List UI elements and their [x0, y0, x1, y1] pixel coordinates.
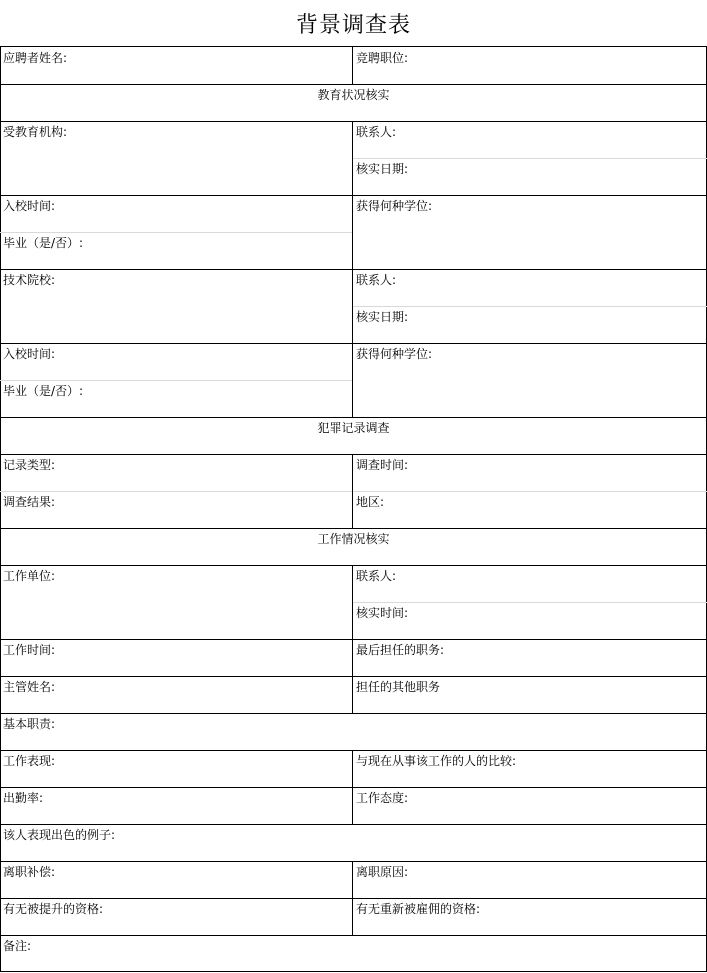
contact-label[interactable]: 联系人: — [356, 125, 397, 139]
record-type-label[interactable]: 记录类型: — [3, 458, 56, 472]
position-label[interactable]: 竞聘职位: — [356, 51, 409, 65]
row-line — [0, 46, 707, 47]
employer-label[interactable]: 工作单位: — [3, 569, 56, 583]
institution-label[interactable]: 受教育机构: — [3, 125, 68, 139]
basic-duties-label[interactable]: 基本职责: — [3, 717, 56, 731]
verify-time-label[interactable]: 核实时间: — [356, 606, 409, 620]
contact-label[interactable]: 联系人: — [356, 569, 397, 583]
graduated-label[interactable]: 毕业（是/否）: — [3, 384, 84, 398]
applicant-name-label[interactable]: 应聘者姓名: — [3, 51, 68, 65]
enroll-time-label[interactable]: 入校时间: — [3, 199, 56, 213]
supervisor-name-label[interactable]: 主管姓名: — [3, 680, 56, 694]
attitude-label[interactable]: 工作态度: — [356, 791, 409, 805]
work-time-label[interactable]: 工作时间: — [3, 643, 56, 657]
section-work: 工作情况核实 — [317, 532, 390, 546]
row-line — [0, 935, 707, 936]
region-label[interactable]: 地区: — [356, 495, 385, 509]
survey-result-label[interactable]: 调查结果: — [3, 495, 56, 509]
row-line — [0, 713, 707, 714]
verify-date-label[interactable]: 核实日期: — [356, 162, 409, 176]
leave-reason-label[interactable]: 离职原因: — [356, 865, 409, 879]
degree-label[interactable]: 获得何种学位: — [356, 347, 433, 361]
comparison-label[interactable]: 与现在从事该工作的人的比较: — [356, 754, 517, 768]
row-line — [0, 971, 707, 972]
contact-label[interactable]: 联系人: — [356, 273, 397, 287]
excellent-example-label[interactable]: 该人表现出色的例子: — [3, 828, 116, 842]
section-education: 教育状况核实 — [317, 88, 390, 102]
enroll-time-label[interactable]: 入校时间: — [3, 347, 56, 361]
page-title: 背景调查表 — [295, 12, 411, 38]
graduated-label[interactable]: 毕业（是/否）: — [3, 236, 84, 250]
degree-label[interactable]: 获得何种学位: — [356, 199, 433, 213]
verify-date-label[interactable]: 核实日期: — [356, 310, 409, 324]
remarks-label[interactable]: 备注: — [3, 939, 32, 953]
performance-label[interactable]: 工作表现: — [3, 754, 56, 768]
other-duties-label[interactable]: 担任的其他职务 — [356, 680, 441, 694]
attendance-label[interactable]: 出勤率: — [3, 791, 44, 805]
rehire-eligibility-label[interactable]: 有无重新被雇佣的资格: — [356, 902, 481, 916]
section-criminal: 犯罪记录调查 — [317, 421, 390, 435]
promotion-eligibility-label[interactable]: 有无被提升的资格: — [3, 902, 104, 916]
severance-label[interactable]: 离职补偿: — [3, 865, 56, 879]
survey-time-label[interactable]: 调查时间: — [356, 458, 409, 472]
technical-school-label[interactable]: 技术院校: — [3, 273, 56, 287]
last-duty-label[interactable]: 最后担任的职务: — [356, 643, 445, 657]
